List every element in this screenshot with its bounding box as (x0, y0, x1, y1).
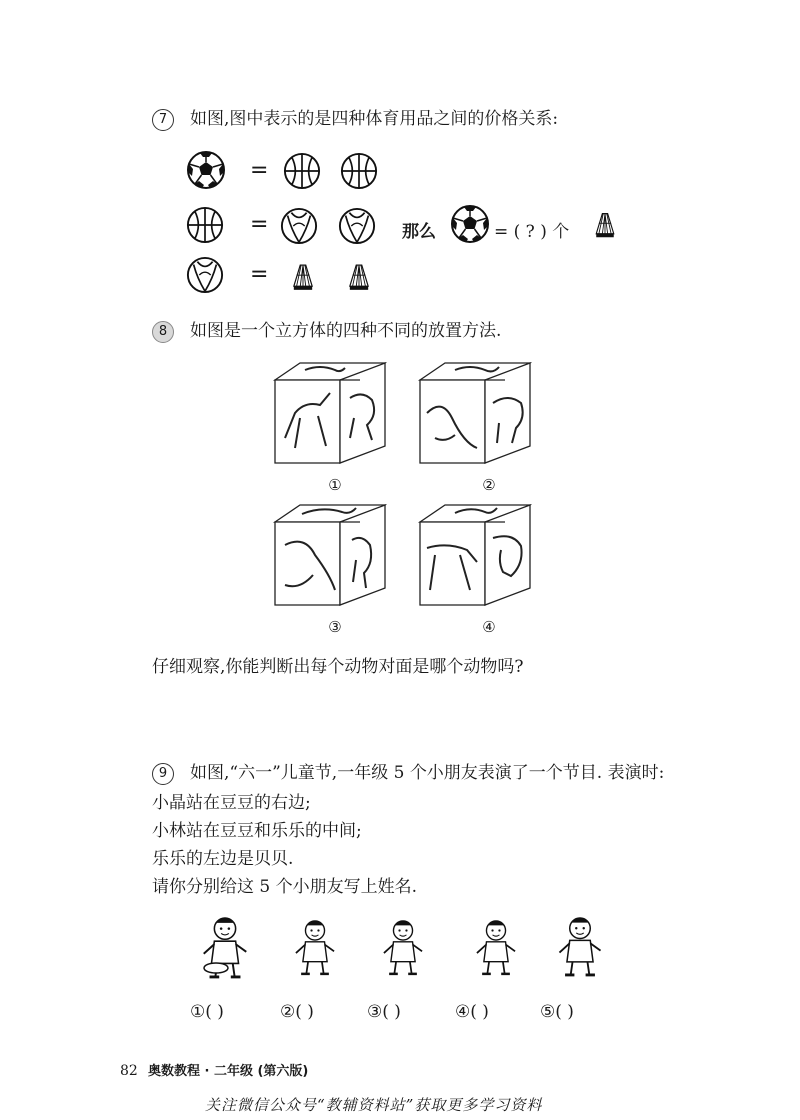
q9-line3: 小林站在豆豆和乐乐的中间; (152, 821, 362, 841)
soccer-ball-icon (186, 150, 226, 190)
q7-text: 如图,图中表示的是四种体育用品之间的价格关系: (190, 109, 559, 129)
q8-heading (152, 316, 501, 343)
q9-line2: 小晶站在豆豆的右边; (152, 793, 311, 813)
q7-heading (152, 104, 558, 131)
q7-number: 7 (152, 109, 174, 131)
q8-question: 仔细观察,你能判断出每个动物对面是哪个动物吗? (152, 657, 524, 677)
answer-blank-4[interactable]: ④( ) (455, 1002, 489, 1022)
kid-singer-figure (377, 912, 429, 982)
q9-number: 9 (152, 763, 174, 785)
book-title: 奥数教程 · 二年级 (第六版) (147, 1064, 309, 1079)
basketball-icon (186, 206, 224, 244)
q9-line5: 请你分别给这 5 个小朋友写上姓名. (152, 877, 418, 897)
basketball-icon (283, 152, 321, 190)
q8-text: 如图是一个立方体的四种不同的放置方法. (190, 321, 502, 341)
cube-figure-4 (415, 500, 535, 610)
cube-label-2: ② (482, 476, 496, 494)
basketball-icon (340, 152, 378, 190)
shuttlecock-icon (292, 262, 314, 292)
page-footer (120, 1060, 308, 1079)
cube-label-3: ③ (328, 618, 342, 636)
answer-blank-5[interactable]: ⑤( ) (540, 1002, 574, 1022)
volleyball-icon (280, 207, 318, 245)
kid-drummer-figure (196, 912, 254, 982)
kid-bagpipe-figure (289, 912, 341, 982)
q7-then-suffix: = ( ? ) 个 (494, 222, 570, 242)
cube-figure-2 (415, 358, 535, 468)
cube-figure-1 (270, 358, 390, 468)
kid-violin-figure (552, 910, 608, 982)
q9-heading (152, 758, 664, 785)
equals-sign: = (250, 262, 269, 287)
equals-sign: = (250, 158, 269, 183)
cube-label-1: ① (328, 476, 342, 494)
volleyball-icon (186, 256, 224, 294)
watermark-text: 关注微信公众号“教辅资料站”获取更多学习资料 (205, 1096, 543, 1114)
shuttlecock-icon (594, 211, 616, 239)
answer-blank-1[interactable]: ①( ) (190, 1002, 224, 1022)
cube-figure-3 (270, 500, 390, 610)
q9-line1: 如图,“六一”儿童节,一年级 5 个小朋友表演了一个节目. 表演时: (190, 763, 665, 783)
q9-line4: 乐乐的左边是贝贝. (152, 849, 294, 869)
volleyball-icon (338, 207, 376, 245)
q8-number: 8 (152, 321, 174, 343)
answer-blank-2[interactable]: ②( ) (280, 1002, 314, 1022)
cube-label-4: ④ (482, 618, 496, 636)
kid-guitar-figure (470, 912, 522, 982)
equals-sign: = (250, 212, 269, 237)
answer-blank-3[interactable]: ③( ) (367, 1002, 401, 1022)
soccer-ball-icon (450, 204, 490, 244)
shuttlecock-icon (348, 262, 370, 292)
page-number: 82 (120, 1063, 138, 1079)
q7-then-prefix: 那么 (402, 222, 436, 242)
